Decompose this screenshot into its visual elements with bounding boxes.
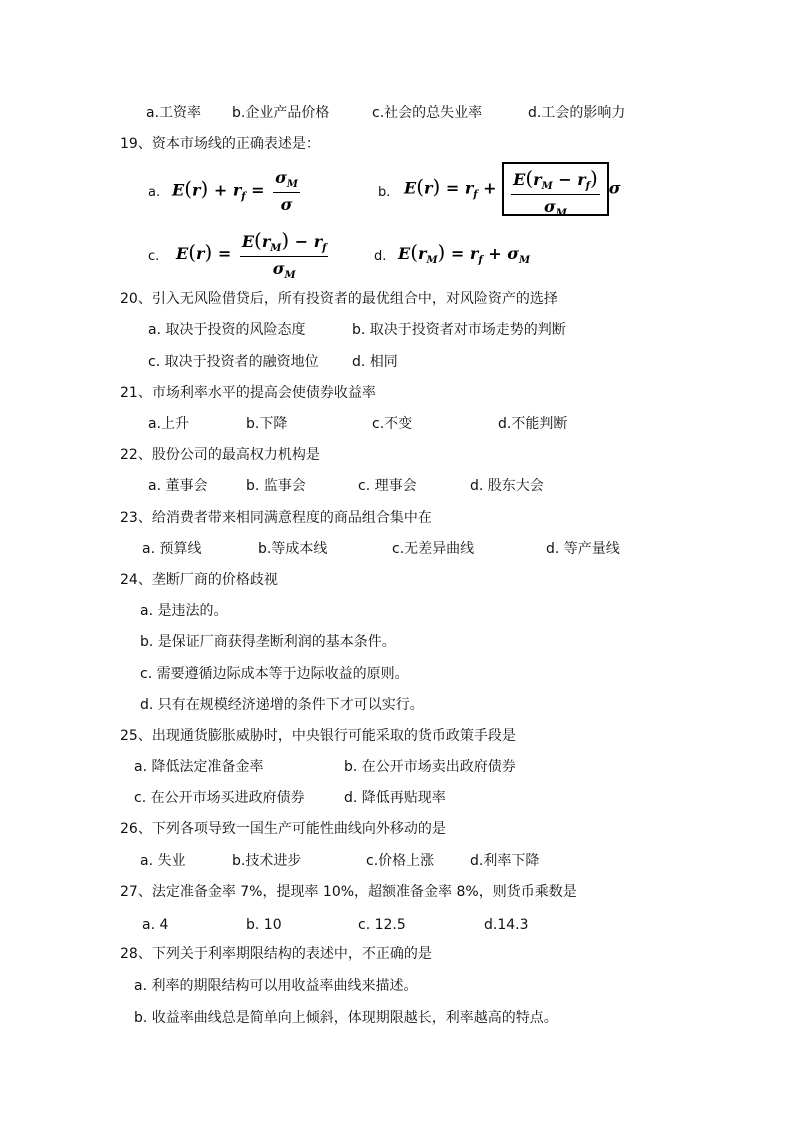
q24-option-d: d. 只有在规模经济递增的条件下才可以实行。 (140, 697, 424, 713)
q26-option-a: a. 失业 (140, 853, 186, 869)
q19-label-a: a. (148, 185, 161, 200)
q23-option-d: d. 等产量线 (546, 541, 620, 557)
q27-option-a: a. 4 (142, 917, 169, 933)
q27-question: 27、法定准备金率 7%，提现率 10%，超额准备金率 8%，则货币乘数是 (120, 884, 577, 900)
q23-option-c: c.无差异曲线 (392, 541, 475, 557)
q25-question: 25、出现通货膨胀威胁时，中央银行可能采取的货币政策手段是 (120, 728, 516, 744)
q20-option-d: d. 相同 (352, 354, 398, 370)
q26-option-d: d.利率下降 (470, 853, 540, 869)
q21-option-d: d.不能判断 (498, 416, 568, 432)
q23-option-b: b.等成本线 (258, 541, 328, 557)
q19-formula-a: $E(r) + r_f$ = $\frac{\sigma_M}{\sigma}$ (172, 168, 298, 214)
q26-option-c: c.价格上涨 (366, 853, 435, 869)
q27-option-c: c. 12.5 (358, 917, 406, 933)
q23-option-a: a. 预算线 (142, 541, 202, 557)
q21-option-b: b.下降 (246, 416, 288, 432)
q24-option-c: c. 需要遵循边际成本等于边际收益的原则。 (140, 666, 409, 682)
q21-option-a: a.上升 (148, 416, 190, 432)
q25-option-b: b. 在公开市场卖出政府债券 (344, 759, 516, 775)
q19-question: 19、资本市场线的正确表述是： (120, 136, 320, 152)
q22-option-b: b. 监事会 (246, 478, 306, 494)
q18-option-a: a.工资率 (146, 105, 202, 121)
q24-question: 24、垄断厂商的价格歧视 (120, 572, 278, 588)
q26-option-b: b.技术进步 (232, 853, 302, 869)
q21-option-c: c.不变 (372, 416, 413, 432)
q27-option-d: d.14.3 (484, 917, 529, 933)
q25-option-d: d. 降低再贴现率 (344, 790, 446, 806)
q24-option-a: a. 是违法的。 (140, 603, 228, 619)
q19-formula-c: E(r) = $\frac{E(r_M) - r_f}{\sigma_M}$ (176, 228, 327, 281)
q19-formula-b: $E(r) = r_f$ + $\frac{E(r_M - r_f)}{\sigma_M}$ σ (404, 162, 621, 216)
q20-option-c: c. 取决于投资者的融资地位 (148, 354, 319, 370)
q19-label-b: b. (378, 185, 391, 200)
q25-option-a: a. 降低法定准备金率 (134, 759, 264, 775)
q22-option-a: a. 董事会 (148, 478, 208, 494)
q27-option-b: b. 10 (246, 917, 282, 933)
q19-label-d: d. (374, 249, 387, 264)
q28-option-a: a. 利率的期限结构可以用收益率曲线来描述。 (134, 978, 418, 994)
q20-question: 20、引入无风险借贷后，所有投资者的最优组合中，对风险资产的选择 (120, 291, 558, 307)
q24-option-b: b. 是保证厂商获得垄断利润的基本条件。 (140, 634, 396, 650)
q18-option-c: c.社会的总失业率 (372, 105, 483, 121)
q18-option-b: b.企业产品价格 (232, 105, 330, 121)
q19-formula-d: $E(r_M) = r_f + \sigma_M$ (398, 240, 531, 266)
q25-option-c: c. 在公开市场买进政府债券 (134, 790, 305, 806)
q26-question: 26、下列各项导致一国生产可能性曲线向外移动的是 (120, 821, 446, 837)
q18-option-d: d.工会的影响力 (528, 105, 626, 121)
q20-option-b: b. 取决于投资者对市场走势的判断 (352, 322, 566, 338)
q19-label-c: c. (148, 249, 160, 264)
q23-question: 23、给消费者带来相同满意程度的商品组合集中在 (120, 510, 432, 526)
q20-option-a: a. 取决于投资的风险态度 (148, 322, 306, 338)
q22-option-c: c. 理事会 (358, 478, 417, 494)
q22-question: 22、股份公司的最高权力机构是 (120, 447, 320, 463)
q28-option-b: b. 收益率曲线总是简单向上倾斜，体现期限越长，利率越高的特点。 (134, 1010, 558, 1026)
q22-option-d: d. 股东大会 (470, 478, 544, 494)
q28-question: 28、下列关于利率期限结构的表述中，不正确的是 (120, 946, 432, 962)
q21-question: 21、市场利率水平的提高会使债券收益率 (120, 385, 376, 401)
